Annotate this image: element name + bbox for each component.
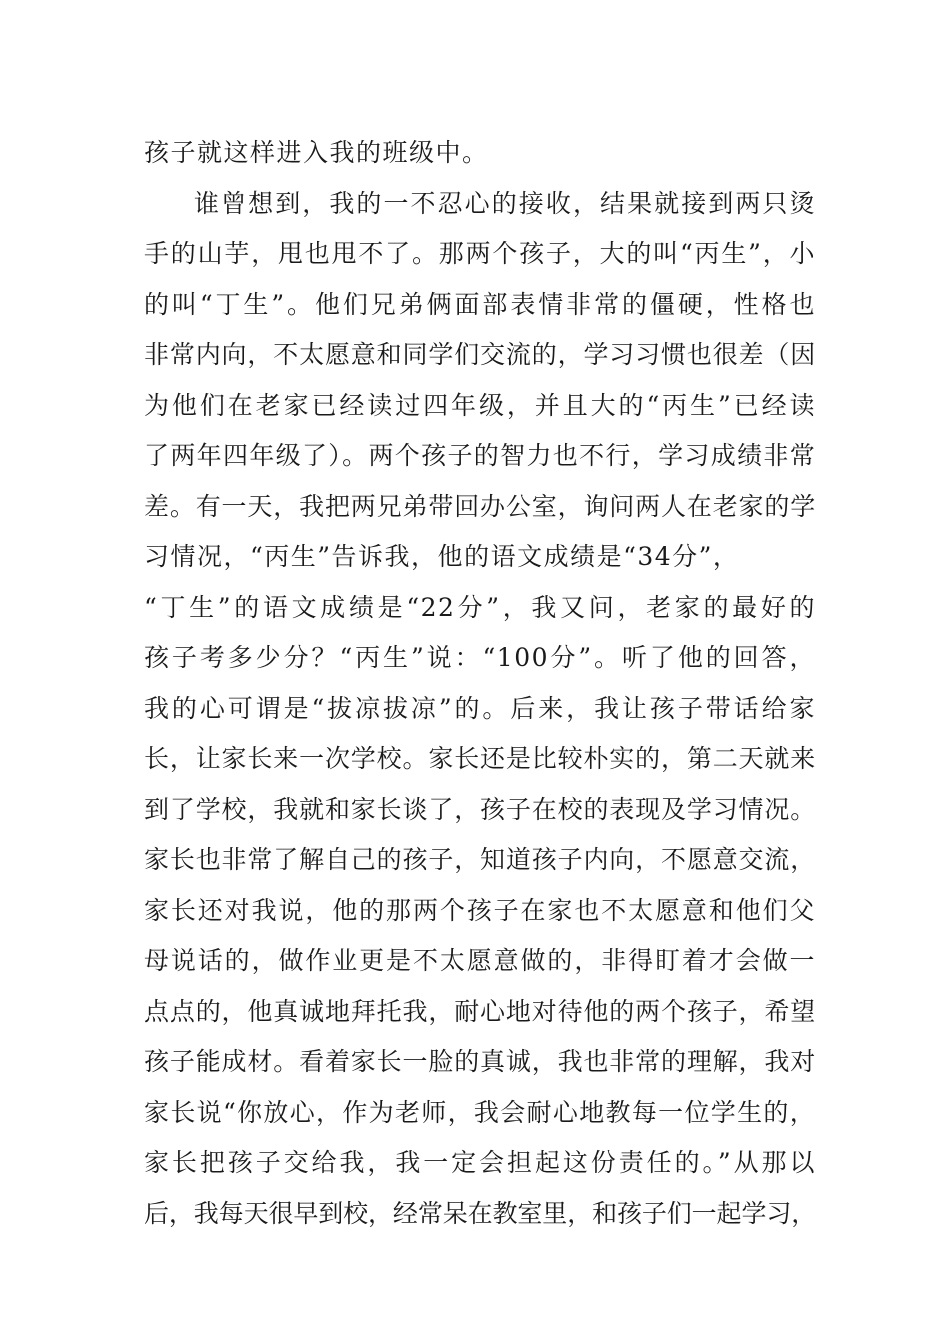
text-line: 长，让家长来一次学校。家长还是比较朴实的，第二天就来 — [144, 744, 816, 773]
text-line: 为他们在老家已经读过四年级，并且大的“丙生”已经读 — [144, 390, 816, 420]
text-line: 孩子考多少分？“丙生”说：“100分”。听了他的回答， — [144, 643, 816, 672]
text-line: 谁曾想到，我的一不忍心的接收，结果就接到两只烫 — [194, 188, 816, 218]
text-line: 家长把孩子交给我，我一定会担起这份责任的。”从那以 — [144, 1148, 816, 1177]
text-line: 习情况，“丙生”告诉我，他的语文成绩是“34分”， — [144, 542, 740, 571]
text-line: 家长说“你放心，作为老师，我会耐心地教每一位学生的， — [144, 1097, 816, 1127]
text-line: 的叫“丁生”。他们兄弟俩面部表情非常的僵硬，性格也 — [144, 289, 816, 319]
text-line: 我的心可谓是“拔凉拔凉”的。后来，我让孩子带话给家 — [144, 693, 816, 723]
text-line: 母说话的，做作业更是不太愿意做的，非得盯着才会做一 — [144, 946, 816, 975]
text-line: 点点的，他真诚地拜托我，耐心地对待他的两个孩子，希望 — [144, 996, 816, 1026]
text-line: 家长也非常了解自己的孩子，知道孩子内向，不愿意交流， — [144, 845, 816, 874]
text-line: 到了学校，我就和家长谈了，孩子在校的表现及学习情况。 — [144, 794, 816, 824]
body-text — [144, 128, 816, 1239]
text-line: 家长还对我说，他的那两个孩子在家也不太愿意和他们父 — [144, 895, 816, 925]
text-line: 了两年四年级了）。两个孩子的智力也不行，学习成绩非常 — [144, 441, 816, 470]
text-line: 孩子就这样进入我的班级中。 — [144, 138, 489, 167]
text-line: “丁生”的语文成绩是“22分”，我又问，老家的最好的 — [144, 592, 816, 622]
text-line: 非常内向，不太愿意和同学们交流的，学习习惯也很差（因 — [144, 340, 816, 369]
text-line: 手的山芋，甩也甩不了。那两个孩子，大的叫“丙生”，小 — [144, 239, 816, 268]
text-line: 孩子能成材。看着家长一脸的真诚，我也非常的理解，我对 — [144, 1047, 816, 1076]
text-line: 差。有一天，我把两兄弟带回办公室，询问两人在老家的学 — [144, 491, 816, 521]
text-line: 后，我每天很早到校，经常呆在教室里，和孩子们一起学习， — [144, 1198, 816, 1228]
